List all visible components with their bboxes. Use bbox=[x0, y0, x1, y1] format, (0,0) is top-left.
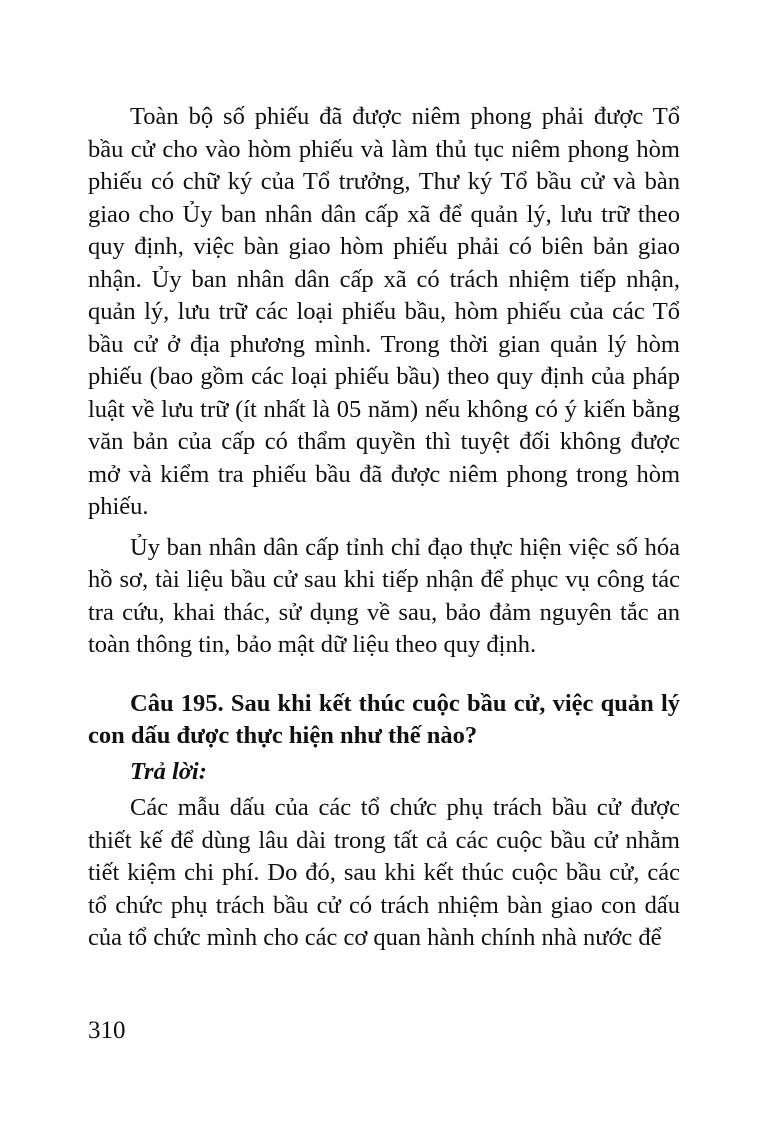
page-number: 310 bbox=[88, 1017, 126, 1044]
body-paragraph-1: Toàn bộ số phiếu đã được niêm phong phải được Tổ bầu cử cho vào hòm phiếu và làm thủ tục niêm phong hòm phiếu có chữ ký của Tổ trưởng, Thư ký Tổ bầu cử và bàn giao cho Ủy ban nhân dân cấp xã để quản lý, lưu trữ theo quy định, việc bàn giao hòm phiếu phải có biên bản giao nhận. Ủy ban nhân dân cấp xã có trách nhiệm tiếp nhận, quản lý, lưu trữ các loại phiếu bầu, hòm phiếu của các Tổ bầu cử ở địa phương mình. Trong thời gian quản lý hòm phiếu (bao gồm các loại phiếu bầu) theo quy định của pháp luật về lưu trữ (ít nhất là 05 năm) nếu không có ý kiến bằng văn bản của cấp có thẩm quyền thì tuyệt đối không được mở và kiểm tra phiếu bầu đã được niêm phong trong hòm phiếu. bbox=[88, 103, 680, 520]
page-content bbox=[88, 101, 680, 955]
answer-label: Trả lời: bbox=[130, 757, 207, 785]
answer-paragraph: Các mẫu dấu của các tổ chức phụ trách bầu cử được thiết kế để dùng lâu dài trong tất cả các cuộc bầu cử nhằm tiết kiệm chi phí. Do đó, sau khi kết thúc cuộc bầu cử, các tổ chức phụ trách bầu cử có trách nhiệm bàn giao con dấu của tổ chức mình cho các cơ quan hành chính nhà nước để bbox=[88, 794, 680, 951]
body-paragraph-2: Ủy ban nhân dân cấp tỉnh chỉ đạo thực hiện việc số hóa hồ sơ, tài liệu bầu cử sau khi tiếp nhận để phục vụ công tác tra cứu, khai thác, sử dụng về sau, bảo đảm nguyên tắc an toàn thông tin, bảo mật dữ liệu theo quy định. bbox=[88, 533, 680, 658]
question-heading: Câu 195. Sau khi kết thúc cuộc bầu cử, việc quản lý con dấu được thực hiện như thế nào? bbox=[88, 689, 680, 749]
